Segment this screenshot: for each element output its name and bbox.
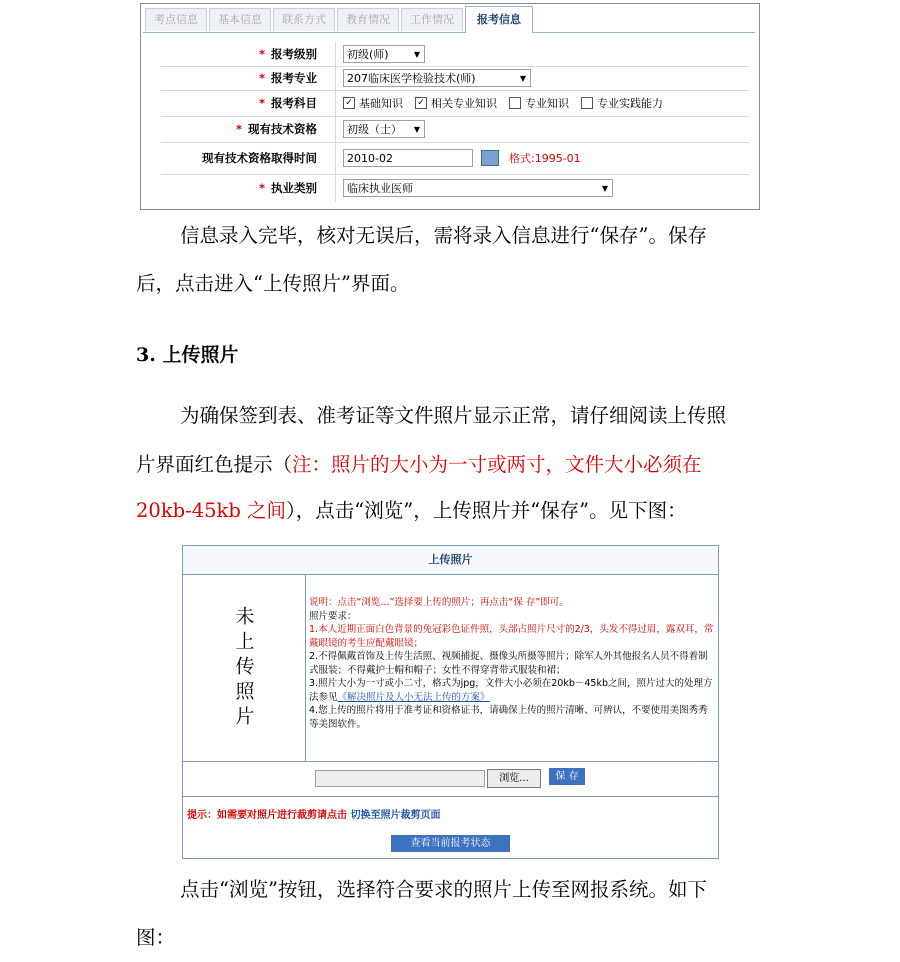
dropdown-arrow-icon: ▼: [519, 74, 526, 83]
browse-button[interactable]: 浏览...: [487, 769, 541, 788]
tab-work[interactable]: 工作情况: [401, 8, 463, 31]
date-format-hint: 格式:1995-01: [509, 152, 581, 165]
view-status-button[interactable]: 查看当前报考状态: [391, 835, 510, 852]
field-label: 执业类别: [271, 181, 317, 195]
field-label: 报考专业: [271, 71, 317, 85]
required-mark: *: [258, 47, 265, 61]
qualification-date-input[interactable]: 2010-02: [343, 149, 473, 167]
upload-photo-screenshot: [182, 545, 719, 859]
subject-checkbox[interactable]: 专业知识: [509, 95, 569, 111]
solution-link[interactable]: 《解决照片及人小无法上传的方案》: [337, 691, 490, 703]
upload-row: [183, 761, 718, 797]
paragraph-1-line-2: 后，点击进入“上传照片”界面。: [136, 272, 410, 295]
form-row-subjects: [161, 90, 749, 117]
form-row-major: [161, 66, 749, 91]
form-row-level: [161, 42, 749, 67]
required-mark: *: [258, 71, 265, 85]
tab-basic-info[interactable]: 基本信息: [209, 8, 271, 31]
required-mark: *: [258, 96, 265, 110]
photo-placeholder: 未上传照片: [183, 575, 306, 761]
upload-panel-title: 上传照片: [183, 546, 718, 575]
checkbox-empty-icon: [581, 97, 593, 109]
field-label: 报考级别: [271, 47, 317, 61]
save-button[interactable]: 保 存: [549, 768, 585, 785]
paragraph-2-line-2: 片界面红色提示（注：照片的大小为一寸或两寸，文件大小必须在: [136, 453, 702, 476]
field-label: 现有技术资格: [248, 122, 317, 136]
subject-checkbox[interactable]: ✓ 基础知识: [343, 95, 403, 111]
paragraph-2-line-3: 20kb-45kb 之间），点击“浏览”，上传照片并“保存”。见下图：: [136, 499, 687, 522]
upload-instructions: 说明：点击“浏览...”选择要上传的照片；再点击“保 存”即可。 照片要求： 1.本人近期正面白色背景的免冠彩色证件照，头部占照片尺寸的2/3，头发不得过眉，露双耳，常戴眼镜的考生应配戴眼镜； 2.不得佩戴首饰及上传生活照、视频捕捉、摄像头所摄等照片；除军人外其他报名人员不得着制式服装；不得戴护士帽和帽子；女性不得穿背带式服装和裙； 3.照片大小为一寸或小二寸，格式为jpg，文件大小必须在20kb－45kb之间，照片过大的处理方法参见《解决照片及人小无法上传的方案》 4.您上传的照片将用于准考证和资格证书，请确保上传的照片清晰、可辨认，不要使用美图秀秀等美图软件。: [309, 597, 714, 730]
crop-tip: 提示：如需要对照片进行裁剪请点击 切换至照片裁剪页面: [187, 810, 441, 821]
field-label: 现有技术资格取得时间: [202, 151, 317, 165]
exam-major-select[interactable]: 207临床医学检验技术(师) ▼: [343, 69, 531, 87]
tab-contact[interactable]: 联系方式: [273, 8, 335, 31]
subject-checkbox[interactable]: 专业实践能力: [581, 95, 663, 111]
dropdown-arrow-icon: ▼: [413, 125, 420, 134]
tab-education[interactable]: 教育情况: [337, 8, 399, 31]
dropdown-arrow-icon: ▼: [601, 184, 608, 193]
practice-type-select[interactable]: 临床执业医师 ▼: [343, 179, 613, 197]
file-path-input[interactable]: [315, 770, 485, 787]
tab-application-info[interactable]: 报考信息: [465, 6, 533, 33]
crop-page-link[interactable]: 切换至照片裁剪页面: [350, 810, 441, 821]
tab-bar: [143, 6, 755, 33]
paragraph-2-line-1: 为确保签到表、准考证等文件照片显示正常，请仔细阅读上传照: [180, 404, 727, 427]
subject-checkbox[interactable]: ✓ 相关专业知识: [415, 95, 497, 111]
section-heading: 3. 上传照片: [136, 344, 239, 366]
checkbox-empty-icon: [509, 97, 521, 109]
field-label: 报考科目: [271, 96, 317, 110]
checkbox-checked-icon: ✓: [343, 97, 355, 109]
paragraph-3-line-2: 图：: [136, 926, 176, 949]
required-mark: *: [235, 122, 242, 136]
paragraph-1-line-1: 信息录入完毕，核对无误后，需将录入信息进行“保存”。保存: [180, 224, 707, 247]
qualification-select[interactable]: 初级（士） ▼: [343, 120, 425, 138]
checkbox-checked-icon: ✓: [415, 97, 427, 109]
tab-exam-site[interactable]: 考点信息: [145, 8, 207, 31]
calendar-icon[interactable]: [481, 150, 499, 166]
registration-form-screenshot: [140, 3, 760, 210]
paragraph-3-line-1: 点击“浏览”按钮，选择符合要求的照片上传至网报系统。如下: [180, 878, 707, 901]
form-row-qualification: [161, 116, 749, 143]
form-row-qualification-date: [161, 142, 749, 175]
red-note: 20kb-45kb 之间: [136, 499, 287, 522]
exam-level-select[interactable]: 初级(师) ▼: [343, 45, 425, 63]
required-mark: *: [258, 181, 265, 195]
red-note: 注：照片的大小为一寸或两寸，文件大小必须在: [292, 453, 702, 476]
form-row-practice-type: [161, 174, 749, 202]
dropdown-arrow-icon: ▼: [413, 50, 420, 59]
